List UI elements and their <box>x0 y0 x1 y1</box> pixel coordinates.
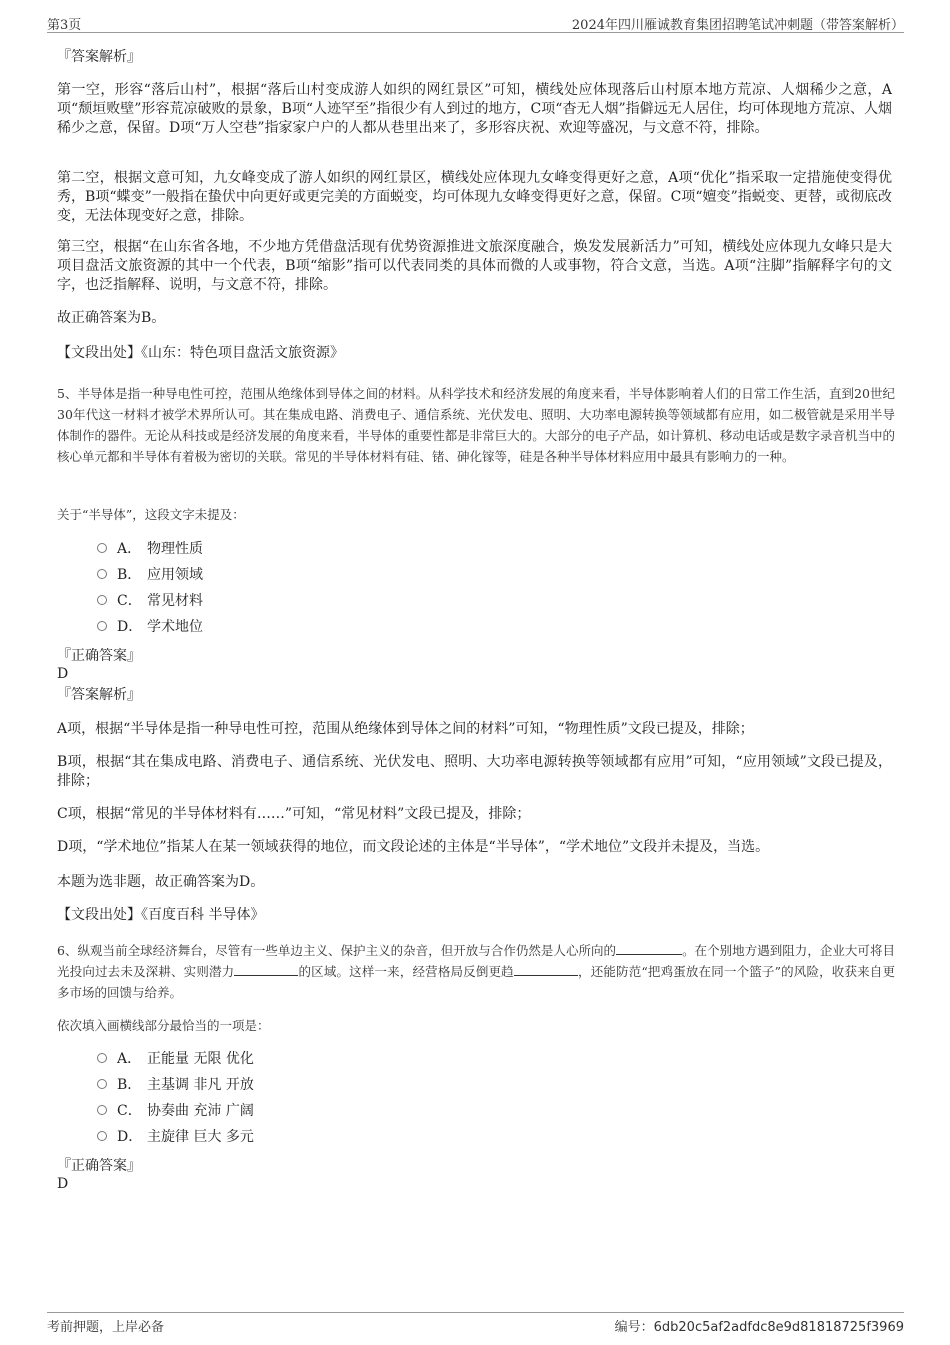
q5-analysis-a: A项，根据“半导体是指一种导电性可控，范围从绝缘体到导体之间的材料”可知，“物理性质”文段已提及，排除； <box>57 721 754 737</box>
q4-analysis-heading: 『答案解析』 <box>57 49 141 65</box>
q5-prompt: 关于“半导体”，这段文字未提及： <box>57 507 245 522</box>
radio-icon[interactable] <box>97 543 107 553</box>
q5-source: 【文段出处】《百度百科 半导体》 <box>57 907 265 923</box>
q6-stem-part-3: 的区域。这样一来，经营格局反倒更趋 <box>298 964 514 979</box>
q6-blank-3 <box>514 961 578 976</box>
q6-blank-2 <box>234 961 298 976</box>
q5-stem: 5、半导体是指一种导电性可控，范围从绝缘体到导体之间的材料。从科学技术和经济发展的角度来看，半导体影响着人们的日常工作生活，直到20世纪30年代这一材料才被学术界所认可。其在集成电路、消费电子、通信系统、光伏发电、照明、大功率电源转换等领域都有应用，如二极管就是采用半导体制作的器件。无论从科技或是经济发展的角度来看，半导体的重要性都是非常巨大的。大部分的电子产品，如计算机、移动电话或是数字录音机当中的核心单元都和半导体有着极为密切的关联。常见的半导体材料有硅、锗、砷化镓等，硅是各种半导体材料应用中最具有影响力的一种。 <box>57 386 895 464</box>
option-text: 主旋律 巨大 多元 <box>147 1129 254 1145</box>
option-letter: A． <box>117 1051 142 1067</box>
q6-stem-part-4: ，还能防范“把鸡蛋放在同一个篮子”的风险，收获来自更多市场的回馈与给养。 <box>57 964 895 1000</box>
radio-icon[interactable] <box>97 569 107 579</box>
radio-icon[interactable] <box>97 1053 107 1063</box>
q5-option-a[interactable] <box>97 539 203 559</box>
q4-source: 【文段出处】《山东：特色项目盘活文旅资源》 <box>57 345 344 361</box>
footer-slogan: 考前押题，上岸必备 <box>47 1320 165 1335</box>
q5-option-b[interactable] <box>97 565 203 585</box>
q6-stem <box>57 940 895 1003</box>
q5-conclusion: 本题为选非题，故正确答案为D。 <box>57 874 265 890</box>
q5-analysis-c: C项，根据“常见的半导体材料有……”可知，“常见材料”文段已提及，排除； <box>57 806 531 822</box>
q4-analysis-paragraph-1: 第一空，形容“落后山村”，根据“落后山村变成游人如织的网红景区”可知，横线处应体现落后山村原本地方荒凉、人烟稀少之意，A项“颓垣败壁”形容荒凉破败的景象，B项“人迹罕至”指很少有人到过的地方，C项“杳无人烟”指僻远无人居住，均可体现地方荒凉、人烟稀少之意，保留。D项“万人空巷”指家家户户的人都从巷里出来了，多形容庆祝、欢迎等盛况，与文意不符，排除。 <box>57 82 892 136</box>
q5-option-c[interactable] <box>97 591 203 611</box>
q4-analysis-paragraph-3: 第三空，根据“在山东省各地，不少地方凭借盘活现有优势资源推进文旅深度融合，焕发发展新活力”可知，横线处应体现九女峰只是大项目盘活文旅资源的其中一个代表，B项“缩影”指可以代表同类的具体而微的人或事物，符合文意，当选。A项“注脚”指解释字句的文字，也泛指解释、说明，与文意不符，排除。 <box>57 239 892 293</box>
q4-conclusion: 故正确答案为B。 <box>57 310 166 326</box>
q6-blank-1 <box>616 940 682 955</box>
radio-icon[interactable] <box>97 595 107 605</box>
page-footer <box>47 1312 904 1339</box>
document-title: 2024年四川雁诚教育集团招聘笔试冲刺题（带答案解析） <box>571 18 904 33</box>
q6-answer-heading: 『正确答案』 <box>57 1158 141 1174</box>
q6-answer: D <box>57 1176 69 1192</box>
q6-option-c[interactable] <box>97 1101 254 1121</box>
page-header <box>47 12 904 33</box>
option-letter: B． <box>117 567 142 583</box>
q5-analysis-b: B项，根据“其在集成电路、消费电子、通信系统、光伏发电、照明、大功率电源转换等领域都有应用”可知，“应用领域”文段已提及，排除； <box>57 754 892 789</box>
option-letter: C． <box>117 1103 142 1119</box>
option-text: 主基调 非凡 开放 <box>147 1077 254 1093</box>
q6-stem-part-1: 6、纵观当前全球经济舞台，尽管有一些单边主义、保护主义的杂音，但开放与合作仍然是人心所向的 <box>57 943 617 958</box>
option-text: 应用领域 <box>147 567 203 583</box>
q5-answer: D <box>57 666 69 682</box>
option-letter: D． <box>117 619 143 635</box>
page-number: 第3页 <box>47 18 82 33</box>
radio-icon[interactable] <box>97 1105 107 1115</box>
footer-code-value: 6db20c5af2adfdc8e9d81818725f3969 <box>653 1320 904 1335</box>
radio-icon[interactable] <box>97 1079 107 1089</box>
option-letter: C． <box>117 593 142 609</box>
q5-option-d[interactable] <box>97 617 203 637</box>
option-letter: B． <box>117 1077 142 1093</box>
q4-analysis-paragraph-2: 第二空，根据文意可知，九女峰变成了游人如织的网红景区，横线处应体现九女峰变得更好之意，A项“优化”指采取一定措施使变得优秀，B项“蝶变”一般指在蛰伏中向更好或更完美的方面蜕变，均可体现九女峰变得更好之意，保留。C项“嬗变”指蜕变、更替，或彻底改变，无法体现变好之意，排除。 <box>57 170 892 224</box>
option-text: 物理性质 <box>147 541 203 557</box>
option-text: 常见材料 <box>147 593 203 609</box>
footer-code <box>615 1316 904 1335</box>
radio-icon[interactable] <box>97 1131 107 1141</box>
q5-analysis-d: D项，“学术地位”指某人在某一领域获得的地位，而文段论述的主体是“半导体”，“学术地位”文段并未提及，当选。 <box>57 839 770 855</box>
q6-option-d[interactable] <box>97 1127 254 1147</box>
footer-code-label: 编号： <box>614 1320 654 1335</box>
option-text: 协奏曲 充沛 广阔 <box>147 1103 254 1119</box>
option-letter: D． <box>117 1129 143 1145</box>
option-letter: A． <box>117 541 142 557</box>
radio-icon[interactable] <box>97 621 107 631</box>
q6-option-b[interactable] <box>97 1075 254 1095</box>
q5-answer-heading: 『正确答案』 <box>57 648 141 664</box>
option-text: 学术地位 <box>147 619 203 635</box>
q6-prompt: 依次填入画横线部分最恰当的一项是： <box>57 1018 270 1033</box>
option-text: 正能量 无限 优化 <box>147 1051 254 1067</box>
q6-stem-part-2: 。在个别地方遇到阻力，企业大可将目光投向过去未及深耕、实则潜力 <box>57 943 895 979</box>
q6-option-a[interactable] <box>97 1049 254 1069</box>
q5-analysis-heading: 『答案解析』 <box>57 687 141 703</box>
